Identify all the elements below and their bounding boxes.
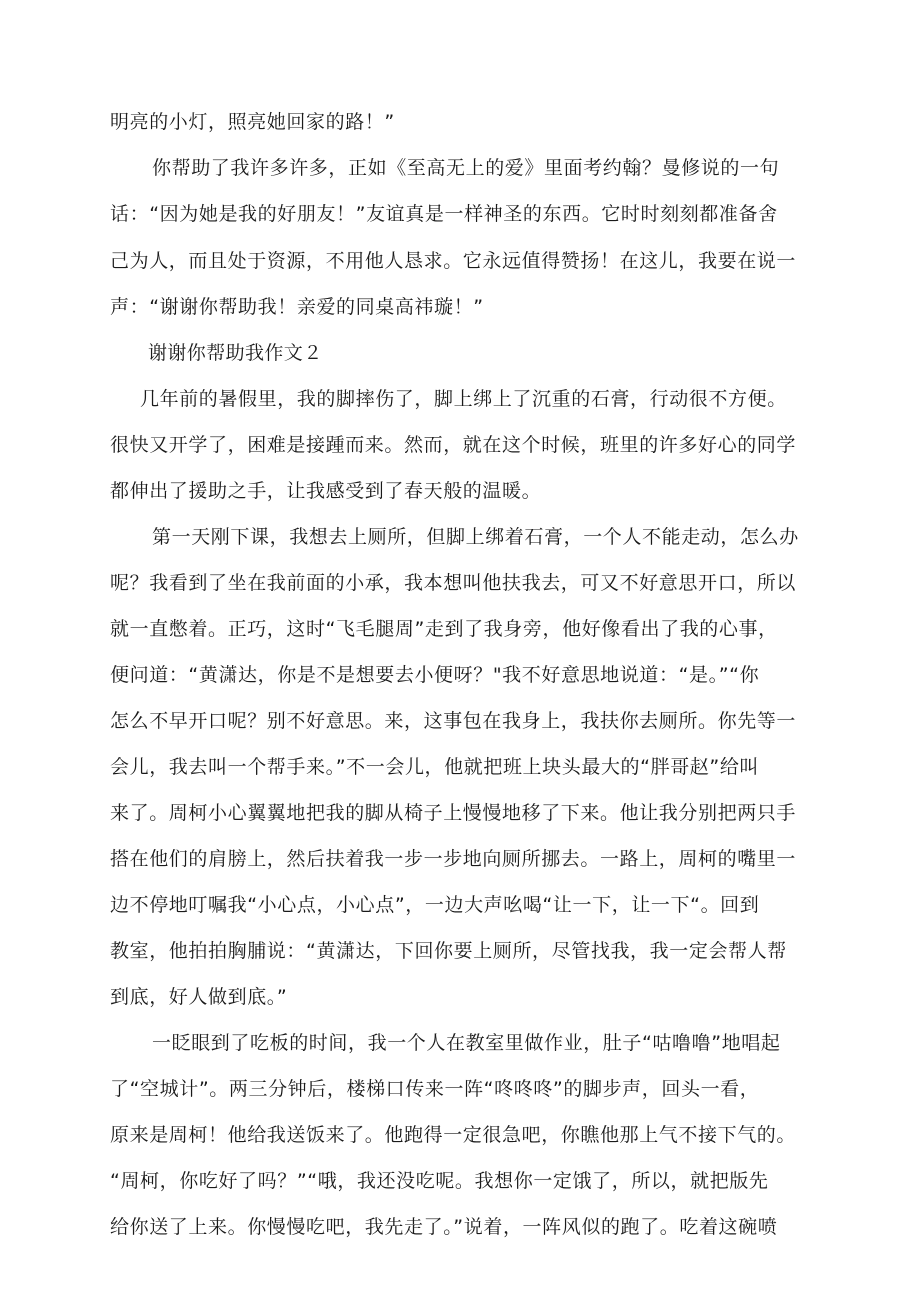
text-line: 很快又开学了，困难是接踵而来。然而，就在这个时候，班里的许多好心的同学 <box>110 434 797 456</box>
text-line: 己为人，而且处于资源，不用他人恳求。它永远值得赞扬！在这儿，我要在说一 <box>110 250 797 272</box>
text-line: 都伸出了援助之手，让我感受到了春天般的温暖。 <box>110 480 542 502</box>
text-line: 到底，好人做到底。” <box>110 986 288 1008</box>
section-heading: 谢谢你帮助我作文２ <box>148 342 323 364</box>
text-line: 给你送了上来。你慢慢吃吧，我先走了。”说着，一阵风似的跑了。吃着这碗喷 <box>110 1216 778 1238</box>
paragraph-first-line: 你帮助了我许多许多，正如《至高无上的爱》里面考约翰？曼修说的一句 <box>152 157 780 179</box>
text-line: 边不停地叮嘱我“小心点，小心点”，一边大声吆喝“让一下，让一下“。回到 <box>110 894 760 916</box>
paragraph-first-line: 几年前的暑假里，我的脚摔伤了，脚上绑上了沉重的石膏，行动很不方便。 <box>140 388 787 410</box>
text-line: 来了。周柯小心翼翼地把我的脚从椅子上慢慢地移了下来。他让我分别把两只手 <box>110 802 797 824</box>
text-line: 了“空城计”。两三分钟后，楼梯口传来一阵“咚咚咚”的脚步声，回头一看， <box>110 1078 760 1100</box>
text-line: 就一直憋着。正巧，这时“飞毛腿周”走到了我身旁，他好像看出了我的心事， <box>110 618 778 640</box>
paragraph-first-line: 一眨眼到了吃板的时间，我一个人在教室里做作业，肚子“咕噜噜”地唱起 <box>152 1032 781 1054</box>
text-line: 明亮的小灯，照亮她回家的路！” <box>110 111 395 133</box>
text-line: 声：“谢谢你帮助我！亲爱的同桌高祎璇！” <box>110 296 484 318</box>
paragraph-first-line: 第一天刚下课，我想去上厕所，但脚上绑着石膏，一个人不能走动，怎么办 <box>152 526 799 548</box>
text-line: 搭在他们的肩膀上，然后扶着我一步一步地向厕所挪去。一路上，周柯的嘴里一 <box>110 848 797 870</box>
text-line: 呢？我看到了坐在我前面的小承，我本想叫他扶我去，可又不好意思开口，所以 <box>110 572 797 594</box>
text-line: 怎么不早开口呢？别不好意思。来，这事包在我身上，我扶你去厕所。你先等一 <box>110 710 797 732</box>
text-line: “周柯，你吃好了吗？”“哦，我还没吃呢。我想你一定饿了，所以，就把版先 <box>110 1170 769 1192</box>
text-line: 教室，他拍拍胸脯说：“黄潇达，下回你要上厕所，尽管找我，我一定会帮人帮 <box>110 940 787 962</box>
text-line: 话：“因为她是我的好朋友！”友谊真是一样神圣的东西。它时时刻刻都准备舍 <box>110 203 778 225</box>
text-line: 原来是周柯！他给我送饭来了。他跑得一定很急吧，你瞧他那上气不接下气的。 <box>110 1124 797 1146</box>
text-line: 会儿，我去叫一个帮手来。”不一会儿，他就把班上块头最大的“胖哥赵”给叫 <box>110 756 760 778</box>
text-line: 便问道：“黄潇达，你是不是想要去小便呀？"我不好意思地说道：“是。”“你 <box>110 664 760 686</box>
